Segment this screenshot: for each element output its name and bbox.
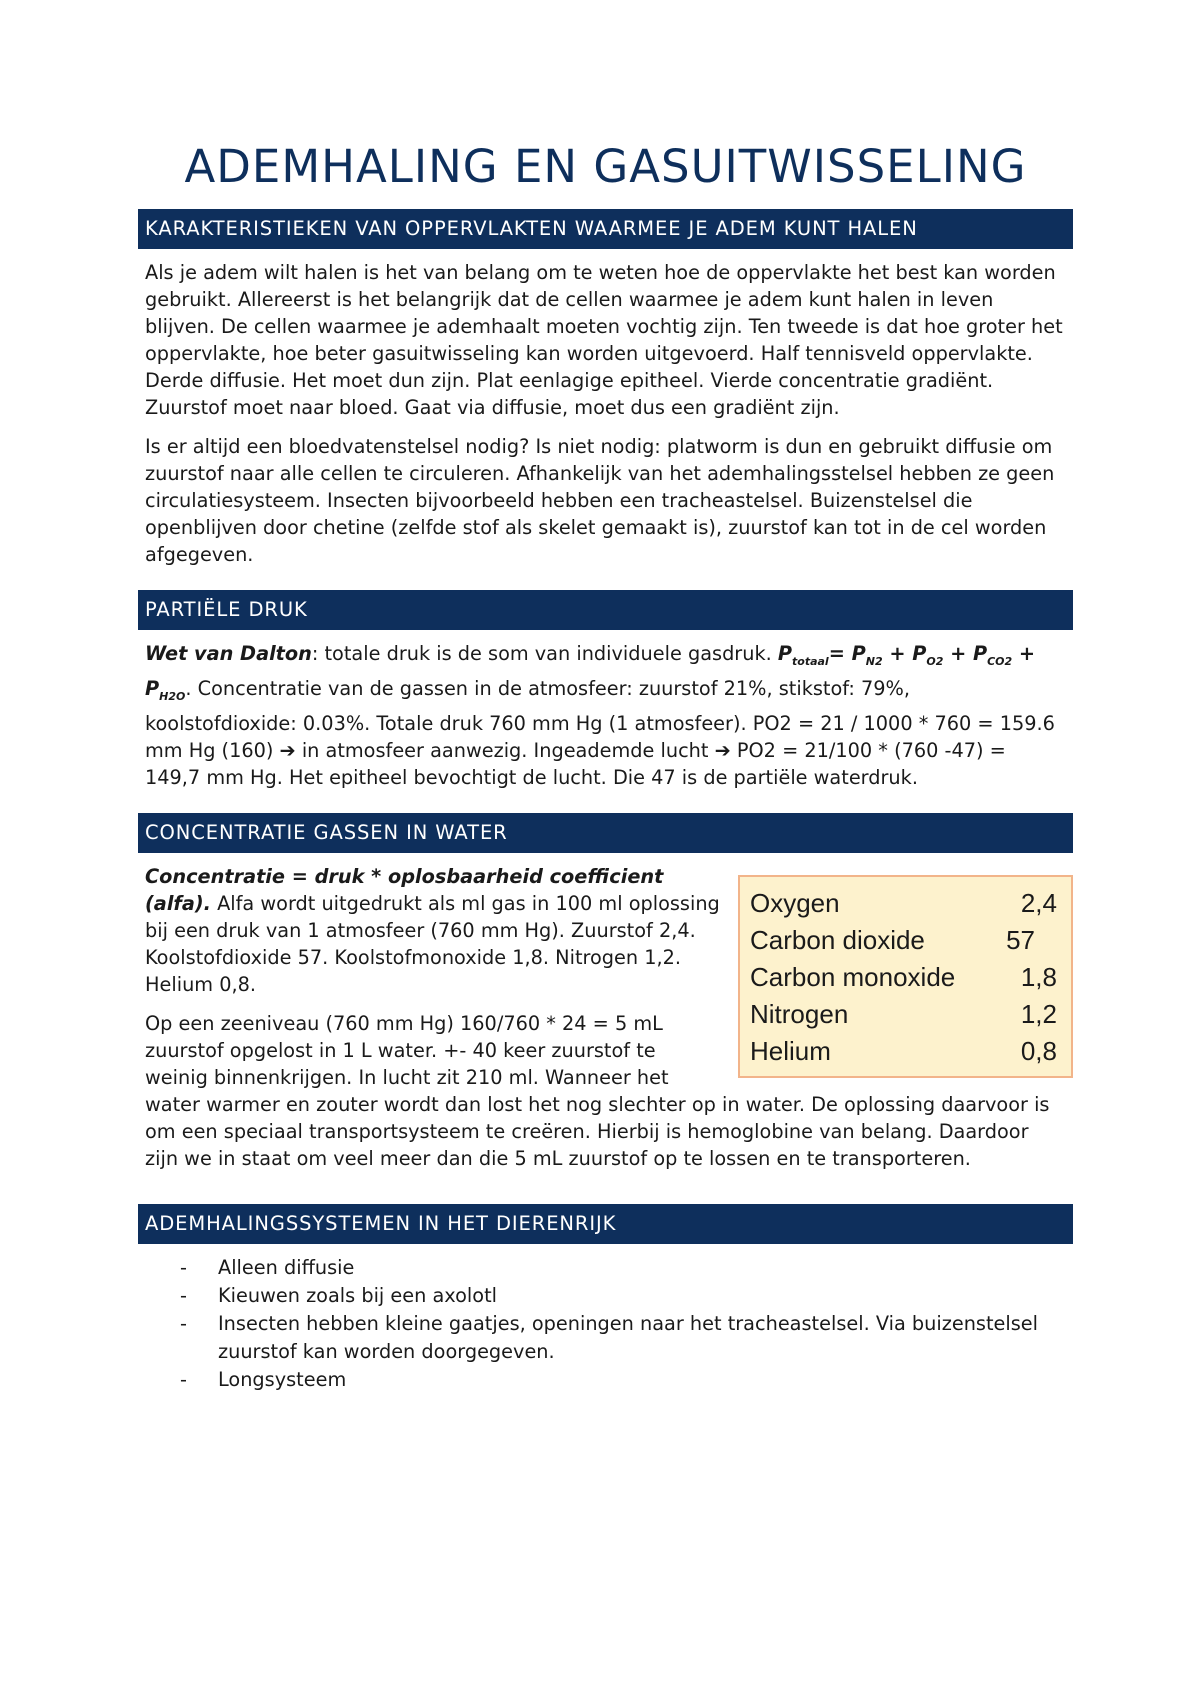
- section-heading-gas-concentration: CONCENTRATIE GASSEN IN WATER: [138, 813, 1073, 853]
- breathing-systems-list: [138, 1254, 1073, 1394]
- list-item: - Kieuwen zoals bij een axolotl: [138, 1282, 1073, 1310]
- dash-bullet: -: [180, 1367, 187, 1391]
- dash-bullet: -: [180, 1283, 187, 1307]
- table-row: [750, 996, 1057, 1033]
- gas-name: Nitrogen: [750, 998, 849, 1029]
- gas-name: Oxygen: [750, 887, 840, 918]
- table-row: [750, 922, 1057, 959]
- law-intro: : totale druk is de som van individuele gasdruk.: [311, 642, 778, 665]
- dalton-rest: . Concentratie van de gassen in de atmosfeer: zuurstof 21%, stikstof: 79%, koolstofdioxide: 0.03%. Totale druk 760 mm Hg (1 atmosfeer). PO2 = 21 / 1000 * 760 = 159.6 mm Hg (160) ➔ in atmosfeer aanwezig. Ingeademde lucht ➔ PO2 = 21/100 * (760 -47) = 149,7 mm Hg. Het epitheel bevochtigt de lucht. Die 47 is de partiële waterdruk.: [145, 676, 1055, 789]
- list-item: - Longsysteem: [138, 1366, 1073, 1394]
- gas-name: Carbon dioxide: [750, 924, 925, 955]
- section-heading-partial-pressure: PARTIËLE DRUK: [138, 590, 1073, 630]
- paragraph: Op een zeeniveau (760 mm Hg) 160/760 * 24 = 5 mL zuurstof opgelost in 1 L water. +- 40 keer zuurstof te weinig binnenkrijgen. In lucht zit 210 ml. Wanneer het water warmer en zouter wordt dan lost het nog slechter op in water. De oplossing daarvoor is om een speciaal transportsysteem te creëren. Hierbij is hemoglobine van belang. Daardoor zijn we in staat om veel meer dan die 5 mL zuurstof op te lossen en te transporteren.: [145, 1011, 1050, 1170]
- gas-name: Helium: [750, 1035, 831, 1066]
- gas-name: Carbon monoxide: [750, 961, 956, 992]
- list-item: - Alleen diffusie: [138, 1254, 1073, 1282]
- gas-value: 1,8: [1020, 961, 1057, 992]
- list-item: - Insecten hebben kleine gaatjes, openingen naar het tracheastelsel. Via buizenstelsel zuurstof kan worden doorgegeven.: [180, 1311, 1039, 1363]
- gas-value: 0,8: [1020, 1035, 1057, 1066]
- section-heading-characteristics: KARAKTERISTIEKEN VAN OPPERVLAKTEN WAARMEE JE ADEM KUNT HALEN: [138, 209, 1073, 249]
- gas-solubility-table: [738, 875, 1073, 1078]
- concentration-formula: Concentratie = druk * oplosbaarheid coefficient (alfa).: [145, 864, 664, 915]
- gas-value: 1,2: [1020, 998, 1057, 1029]
- concentration-rest: Alfa wordt uitgedrukt als ml gas in 100 ml oplossing bij een druk van 1 atmosfeer (760 mm Hg). Zuurstof 2,4. Koolstofdioxide 57. Koolstofmonoxide 1,8. Nitrogen 1,2. Helium 0,8.: [145, 891, 720, 996]
- section-heading-breathing-systems: ADEMHALINGSSYSTEMEN IN HET DIERENRIJK: [138, 1204, 1073, 1244]
- dalton-paragraph: [145, 640, 1066, 791]
- formula: $P_{totaal}= P_{N2} + P_{O2} + P_{CO2} + P_{H2O}$: [145, 642, 1036, 703]
- table-row: [750, 959, 1057, 996]
- page-title: ADEMHALING EN GASUITWISSELING: [184, 140, 1027, 193]
- gas-value: 57: [1006, 924, 1035, 955]
- dash-bullet: -: [180, 1255, 187, 1279]
- table-row: [750, 885, 1057, 922]
- document-content: [138, 140, 1073, 1394]
- paragraph: Is er altijd een bloedvatenstelsel nodig? Is niet nodig: platworm is dun en gebruikt diffusie om zuurstof naar alle cellen te circuleren. Afhankelijk van het ademhalingsstelsel hebben ze geen circulatiesysteem. Insecten bijvoorbeeld hebben een tracheastelsel. Buizenstelsel die openblijven door chetine (zelfde stof als skelet gemaakt is), zuurstof kan tot in de cel worden afgegeven.: [145, 435, 1055, 566]
- paragraph: Als je adem wilt halen is het van belang om te weten hoe de oppervlakte het best kan worden gebruikt. Allereerst is het belangrijk dat de cellen waarmee je adem kunt halen in leven blijven. De cellen waarmee je ademhaalt moeten vochtig zijn. Ten tweede is dat hoe groter het oppervlakte, hoe beter gasuitwisseling kan worden uitgevoerd. Half tennisveld oppervlakte. Derde diffusie. Het moet dun zijn. Plat eenlagige epitheel. Vierde concentratie gradiënt. Zuurstof moet naar bloed. Gaat via diffusie, moet dus een gradiënt zijn.: [145, 261, 1063, 419]
- table-row: [750, 1033, 1057, 1070]
- law-name: Wet van Dalton: [145, 642, 312, 665]
- gas-value: 2,4: [1020, 887, 1057, 918]
- dash-bullet: -: [180, 1311, 187, 1335]
